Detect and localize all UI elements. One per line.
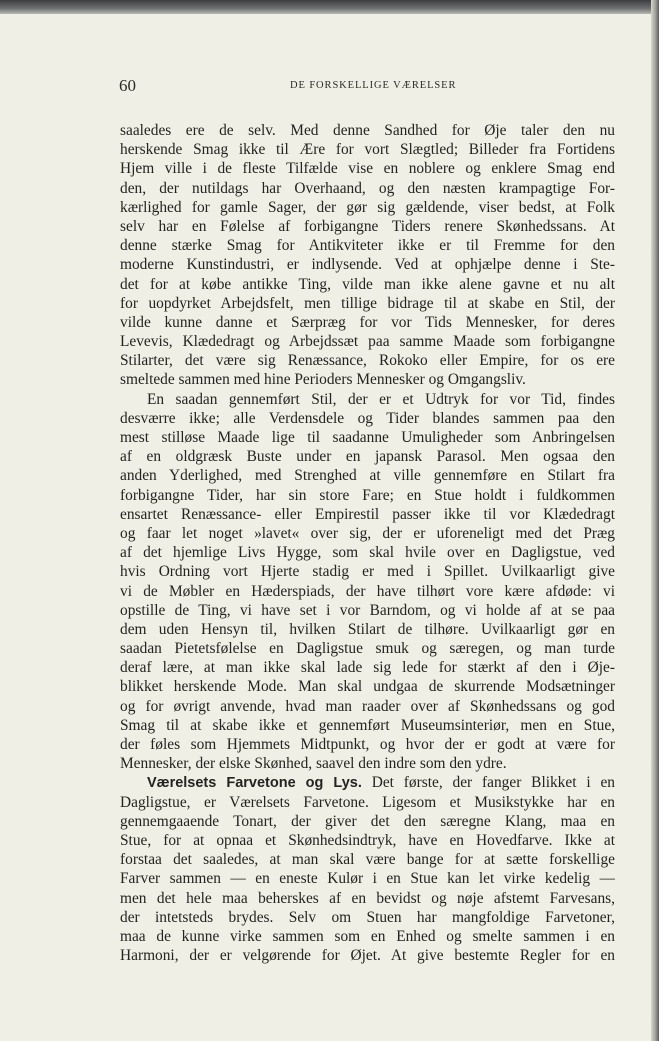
text-line: det for at købe antikke Ting, vilde man ikke alene gavne et nu alt bbox=[120, 275, 615, 293]
text-line: og faar let noget »lavet« over sig, der er uforeneligt med det Præg bbox=[120, 524, 615, 542]
section-heading: Værelsets Farvetone og Lys. bbox=[147, 775, 362, 792]
text-line: herskende Smag ikke til Ære for vort Slægtled; Billeder fra Fortidens bbox=[120, 141, 615, 159]
text-line: dem uden Hensyn til, hvilken Stilart de tilhøre. Uvilkaarligt gør en bbox=[120, 620, 615, 638]
text-line: En saadan gennemført Stil, der er et Udtryk for vor Tid, findes bbox=[147, 390, 615, 408]
text-line: af det hjemlige Livs Hygge, som skal hvile over en Dagligstue, ved bbox=[120, 544, 615, 562]
text-line: og for øvrigt anvende, hvad man raader over af Skønhedssans og god bbox=[120, 697, 615, 715]
text-line: vilde kunne danne et Særpræg for vor Tids Mennesker, for deres bbox=[120, 313, 615, 331]
text-line: forbigangne Tider, har sin store Fare; en Stue holdt i fuldkommen bbox=[120, 486, 615, 504]
text-line: men det hele maa beherskes af en bevidst og nøje afstemt Farvesans, bbox=[120, 889, 615, 907]
text-line: moderne Kunstindustri, er indlysende. Ved at ophjælpe denne i Ste- bbox=[120, 256, 615, 274]
text-line: Mennesker, der elske Skønhed, saavel den indre som den ydre. bbox=[120, 755, 507, 773]
text-line: Stilarter, det være sig Renæssance, Rokoko eller Empire, for os ere bbox=[120, 352, 615, 370]
book-page bbox=[0, 14, 651, 1041]
text-line: gennemgaaende Tonart, der giver det den særegne Klang, maa en bbox=[120, 812, 615, 830]
text-line: Hjem ville i de fleste Tilfælde vise en noblere og enklere Smag end bbox=[120, 160, 615, 178]
scan-top-edge bbox=[0, 0, 659, 14]
text-line: mest stilløse Maade lige til saadanne Umuligheder som Anbringelsen bbox=[120, 429, 615, 446]
text-line: deraf lære, at man ikke skal lade sig lede for stærkt af den i Øje- bbox=[120, 659, 615, 677]
text-line: opstille de Ting, vi have set i vor Barndom, og vi holde af at se paa bbox=[120, 601, 615, 619]
text-line: den, der nutildags har Overhaand, og den næsten krampagtige For- bbox=[120, 179, 615, 197]
text-line: af en oldgræsk Buste under en japansk Parasol. Men ogsaa den bbox=[120, 448, 615, 466]
text-line: smeltede sammen med hine Perioders Mennesker og Omgangsliv. bbox=[120, 371, 526, 389]
text-line: ensartet Renæssance- eller Empirestil passer ikke til vor Klædedragt bbox=[120, 505, 615, 523]
body-text bbox=[120, 121, 615, 965]
section-heading-line bbox=[120, 773, 615, 792]
text-line: Stue, for at opnaa et Skønhedsindtryk, have en Hovedfarve. Ikke at bbox=[120, 831, 615, 849]
text-line: selv har en Følelse af forbigangne Tiders renere Skønhedssans. At bbox=[120, 217, 615, 235]
text-line: blikket herskende Mode. Man skal undgaa de skurrende Modsætninger bbox=[120, 678, 615, 696]
text-line: desværre ikke; alle Verdensdele og Tider blandes sammen paa den bbox=[120, 409, 615, 427]
text-line: saadan Pietetsfølelse en Dagligstue smuk og særegen, og man turde bbox=[120, 640, 615, 658]
text-line: for uopdyrket Arbejdsfelt, men tillige bidrage til at skabe en Stil, der bbox=[120, 294, 615, 312]
page-number: 60 bbox=[119, 76, 136, 95]
text-line: anden Yderlighed, med Strenghed at ville gennemføre en Stilart fra bbox=[120, 467, 615, 485]
text-line: maa de kunne virke sammen som en Enhed og smelte sammen i en bbox=[120, 927, 615, 945]
text-line: Det første, der fanger Blikket i en bbox=[371, 774, 615, 792]
text-line: vi de Møbler en Hæderspiads, der have tilhørt vore kære afdøde: vi bbox=[120, 582, 615, 600]
text-line: hvis Ordning vort Hjerte stadig er med i Spillet. Uvilkaarligt give bbox=[120, 563, 615, 581]
text-line: Farver sammen — en eneste Kulør i en Stue kan let virke kedelig — bbox=[120, 870, 615, 888]
text-line: Harmoni, der er velgørende for Øjet. At give bestemte Regler for en bbox=[120, 947, 615, 965]
text-line: der føles som Hjemmets Midtpunkt, og hvor der er godt at være for bbox=[120, 736, 615, 753]
text-line: der intetsteds brydes. Selv om Stuen har mangfoldige Farvetoner, bbox=[120, 908, 615, 926]
text-line: forstaa det saaledes, at man skal være bange for at sætte forskellige bbox=[120, 851, 615, 869]
text-line: Smag til at skabe ikke et gennemført Museumsinteriør, men en Stue, bbox=[120, 716, 615, 734]
scan-right-edge bbox=[651, 0, 659, 1041]
text-line: denne stærke Smag for Antikviteter ikke er til Fremme for den bbox=[120, 237, 615, 255]
text-line: Dagligstue, er Værelsets Farvetone. Ligesom et Musikstykke har en bbox=[120, 793, 615, 811]
text-line: kærlighed for gamle Sager, der gør sig gældende, viser bedst, at Folk bbox=[120, 198, 615, 216]
text-line: saaledes ere de selv. Med denne Sandhed for Øje taler den nu bbox=[120, 122, 615, 139]
text-line: Levevis, Klædedragt og Arbejdssæt paa samme Maade som forbigangne bbox=[120, 333, 615, 351]
running-title: DE FORSKELLIGE VÆRELSER bbox=[290, 80, 457, 91]
